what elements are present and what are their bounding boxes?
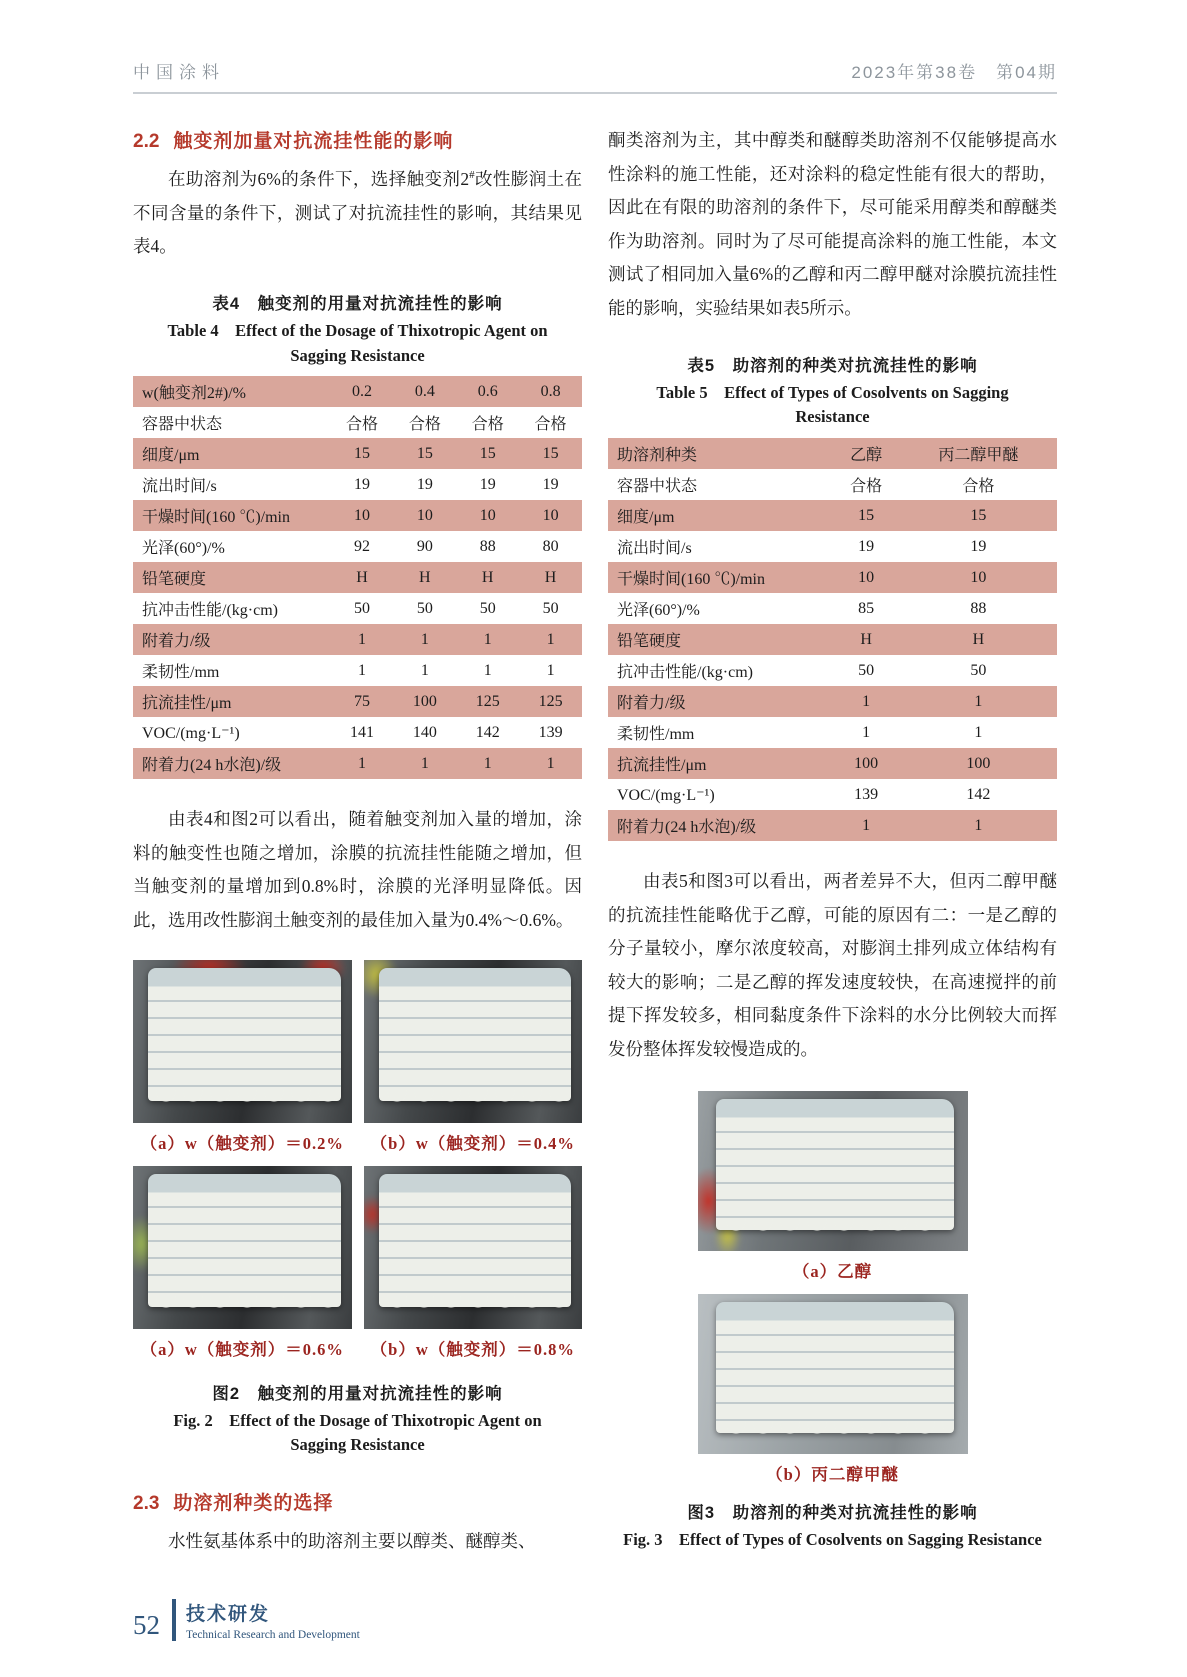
cell-value: 50 (479, 599, 496, 617)
cell-value: 19 (416, 475, 433, 493)
table4 (133, 376, 582, 779)
page-header (133, 58, 1057, 94)
table-row (133, 655, 582, 686)
row-label: VOC/(mg·L⁻¹) (617, 786, 715, 804)
cell-value: 1 (546, 754, 555, 772)
subfigure-caption: （b）w（触变剂）＝0.4% (370, 1133, 575, 1153)
cell-value: 90 (416, 537, 433, 555)
cell-value: 19 (970, 537, 987, 555)
cell-value: 0.4 (414, 382, 435, 400)
cell-value: 50 (542, 599, 559, 617)
row-label: 光泽(60°)/% (142, 540, 225, 558)
table-row (608, 655, 1057, 686)
paint-drips (154, 1090, 335, 1112)
figure3-caption (608, 1499, 1057, 1553)
cell-value: 139 (538, 723, 563, 741)
row-label: 附着力/级 (142, 633, 211, 651)
cell-value: 10 (416, 506, 433, 524)
cell-value: 15 (970, 506, 987, 524)
cell-value: 141 (349, 723, 374, 741)
figure3 (608, 1091, 1057, 1553)
table-row (133, 717, 582, 748)
cell-value: 142 (475, 723, 500, 741)
cell-value: 140 (412, 723, 437, 741)
cell-value: 10 (542, 506, 559, 524)
paint-drips (724, 1219, 947, 1241)
figure2-photo-grid (133, 960, 582, 1372)
cell-value: H (544, 568, 557, 586)
table-row (133, 469, 582, 500)
figure2-cell (133, 960, 352, 1154)
table5-caption-cn: 表5 助溶剂的种类对抗流挂性的影响 (687, 356, 978, 375)
row-label: 干燥时间(160 ℃)/min (617, 571, 765, 589)
paragraph (133, 163, 582, 264)
row-label: 柔韧性/mm (142, 664, 220, 682)
cell-value: 19 (353, 475, 370, 493)
cell-value: 50 (970, 661, 987, 679)
cell-value: 19 (479, 475, 496, 493)
subfigure-caption: （b）丙二醇甲醚 (766, 1464, 899, 1484)
paragraph-text: 改性膨润土在不同含量的条件下，测试了对抗流挂性的影响，其结果见表4。 (133, 169, 583, 257)
cell-value: 丙二醇甲醚 (938, 447, 1019, 465)
table-row (133, 500, 582, 531)
table-row (608, 779, 1057, 810)
table-row (608, 500, 1057, 531)
cell-value: 100 (966, 754, 991, 772)
cosolvent-test-photo-pgme (698, 1294, 968, 1454)
cell-value: 15 (858, 506, 875, 524)
table5-caption (608, 352, 1057, 431)
row-label: 铅笔硬度 (617, 633, 682, 651)
row-label: 细度/μm (617, 509, 675, 527)
cell-value: 1 (420, 754, 429, 772)
cell-value: 100 (412, 692, 437, 710)
row-label: 容器中状态 (617, 478, 698, 496)
table-row (608, 748, 1057, 779)
row-label: 干燥时间(160 ℃)/min (142, 509, 290, 527)
section-heading-2-2 (133, 126, 582, 153)
row-label: VOC/(mg·L⁻¹) (142, 724, 240, 742)
sagging-test-photo-0.4 (364, 960, 583, 1123)
table4-caption (133, 290, 582, 369)
table-row (608, 717, 1057, 748)
cell-value: 合格 (850, 478, 883, 496)
section-heading-2-3 (133, 1488, 582, 1515)
table-row (608, 624, 1057, 655)
cell-value: 92 (353, 537, 370, 555)
paragraph: 水性氨基体系中的助溶剂主要以醇类、醚醇类、 (168, 1531, 536, 1552)
row-label: w(触变剂2#)/% (142, 385, 246, 403)
cell-value: 1 (357, 630, 366, 648)
cell-value: 合格 (471, 416, 504, 434)
figure2-caption-en: Fig. 2 Effect of the Dosage of Thixotropic Agent on Sagging Resistance (173, 1410, 542, 1455)
page-number: 52 (133, 1609, 160, 1640)
table-row (133, 593, 582, 624)
figure2-cell (364, 960, 583, 1154)
row-label: 附着力/级 (617, 695, 686, 713)
cell-value: 88 (970, 599, 987, 617)
figure2-caption (133, 1380, 582, 1459)
cell-value: 19 (858, 537, 875, 555)
cell-value: 85 (858, 599, 875, 617)
subfigure-caption: （a）w（触变剂）＝0.2% (140, 1133, 344, 1153)
cell-value: 1 (546, 661, 555, 679)
cell-value: 80 (542, 537, 559, 555)
cell-value: 合格 (534, 416, 567, 434)
section-number: 2.2 (133, 131, 160, 152)
two-column-body (133, 124, 1057, 1559)
row-label: 抗流挂性/μm (142, 695, 232, 713)
footer-section-block (172, 1599, 360, 1641)
cosolvent-test-photo-ethanol (698, 1091, 968, 1251)
table4-caption-cn: 表4 触变剂的用量对抗流挂性的影响 (212, 294, 503, 313)
cell-value: 0.2 (351, 382, 372, 400)
cell-value: 15 (542, 444, 559, 462)
figure2-cell (364, 1166, 583, 1360)
row-label: 铅笔硬度 (142, 571, 207, 589)
cell-value: 125 (475, 692, 500, 710)
issue-info: 2023年第38卷 第04期 (851, 63, 1057, 82)
cell-value: 139 (854, 785, 879, 803)
table-row (133, 407, 582, 438)
cell-value: 15 (416, 444, 433, 462)
row-label: 容器中状态 (142, 416, 223, 434)
cell-value: 合格 (962, 478, 995, 496)
paragraph: 酮类溶剂为主，其中醇类和醚醇类助溶剂不仅能够提高水性涂料的施工性能，还对涂料的稳定性能有很大的帮助，因此在有限的助溶剂的条件下，尽可能采用醇类和醇醚类作为助溶剂。同时为了尽可能提高涂料的施工性能，本文测试了相同加入量6%的乙醇和丙二醇甲醚对涂膜抗流挂性能的影响，实验结果如表5所示。 (608, 130, 1057, 318)
painted-panel (716, 1302, 954, 1433)
cell-value: 乙醇 (850, 447, 883, 465)
cell-value: 142 (966, 785, 991, 803)
cell-value: 1 (420, 630, 429, 648)
cell-value: 50 (416, 599, 433, 617)
journal-title: 中国涂料 (133, 63, 225, 82)
row-label: 助溶剂种类 (617, 447, 698, 465)
cell-value: H (481, 568, 494, 586)
painted-panel (379, 1174, 571, 1308)
paint-drips (385, 1090, 566, 1112)
figure2-caption-cn: 图2 触变剂的用量对抗流挂性的影响 (212, 1384, 503, 1403)
table-row (133, 748, 582, 779)
cell-value: 合格 (408, 416, 441, 434)
cell-value: 1 (483, 630, 492, 648)
cell-value: 0.8 (540, 382, 561, 400)
cell-value: 100 (854, 754, 879, 772)
cell-value: 10 (479, 506, 496, 524)
cell-value: 15 (353, 444, 370, 462)
paint-drips (154, 1296, 335, 1318)
cell-value: 合格 (345, 416, 378, 434)
cell-value: 0.6 (477, 382, 498, 400)
subfigure-caption: （a）乙醇 (792, 1261, 873, 1281)
subfigure-caption: （b）w（触变剂）＝0.8% (370, 1339, 575, 1359)
row-label: 附着力(24 h水泡)/级 (142, 757, 282, 775)
cell-value: 1 (357, 661, 366, 679)
cell-value: 1 (862, 692, 871, 710)
cell-value: 1 (420, 661, 429, 679)
sagging-test-photo-0.2 (133, 960, 352, 1123)
table-row (133, 686, 582, 717)
table4-caption-en: Table 4 Effect of the Dosage of Thixotropic Agent on Sagging Resistance (167, 320, 548, 365)
sagging-test-photo-0.6 (133, 1166, 352, 1329)
cell-value: 10 (353, 506, 370, 524)
cell-value: H (419, 568, 431, 586)
table-row (608, 593, 1057, 624)
table-row (133, 562, 582, 593)
paragraph-text: 在助溶剂为6%的条件下，选择触变剂2 (168, 169, 470, 189)
cell-value: 1 (974, 816, 983, 834)
table-row (608, 686, 1057, 717)
table5-caption-en: Table 5 Effect of Types of Cosolvents on Sagging Resistance (656, 382, 1009, 427)
table-row (608, 562, 1057, 593)
paint-drips (385, 1296, 566, 1318)
section-title: 助溶剂种类的选择 (173, 1493, 334, 1515)
cell-value: 50 (858, 661, 875, 679)
row-label: 抗冲击性能/(kg·cm) (617, 664, 753, 682)
section-number: 2.3 (133, 1493, 160, 1515)
cell-value: 1 (483, 661, 492, 679)
cell-value: 1 (546, 630, 555, 648)
paragraph: 由表5和图3可以看出，两者差异不大，但丙二醇甲醚的抗流挂性能略优于乙醇，可能的原因有二：一是乙醇的分子量较小，摩尔浓度较高，对膨润土排列成立体结构有较大的影响；二是乙醇的挥发速度较快，在高速搅拌的前提下挥发较多，相同黏度条件下涂料的水分比例较大而挥发份整体挥发较慢造成的。 (608, 871, 1057, 1060)
footer-section-en: Technical Research and Development (186, 1628, 360, 1641)
cell-value: 1 (862, 816, 871, 834)
subfigure-caption: （a）w（触变剂）＝0.6% (140, 1339, 344, 1359)
cell-value: 1 (357, 754, 366, 772)
figure3-caption-cn: 图3 助溶剂的种类对抗流挂性的影响 (687, 1503, 978, 1522)
paragraph: 由表4和图2可以看出，随着触变剂加入量的增加，涂料的触变性也随之增加，涂膜的抗流挂性能随之增加，但当触变剂的量增加到0.8%时，涂膜的光泽明显降低。因此，选用改性膨润土触变剂的最佳加入量为0.4%～0.6%。 (133, 809, 582, 931)
painted-panel (148, 1174, 340, 1308)
table-row (608, 531, 1057, 562)
table-row (608, 438, 1057, 469)
cell-value: 10 (970, 568, 987, 586)
row-label: 细度/μm (142, 447, 200, 465)
table5 (608, 438, 1057, 841)
cell-value: H (860, 630, 872, 648)
cell-value: H (356, 568, 368, 586)
sagging-test-photo-0.8 (364, 1166, 583, 1329)
cell-value: 1 (483, 754, 492, 772)
cell-value: H (972, 630, 985, 648)
cell-value: 75 (353, 692, 370, 710)
cell-value: 88 (479, 537, 496, 555)
row-label: 抗流挂性/μm (617, 757, 707, 775)
table-row (608, 810, 1057, 841)
figure2-cell (133, 1166, 352, 1360)
row-label: 附着力(24 h水泡)/级 (617, 819, 757, 837)
cell-value: 15 (479, 444, 496, 462)
cell-value: 125 (538, 692, 563, 710)
section-title: 触变剂加量对抗流挂性能的影响 (173, 131, 454, 152)
cell-value: 50 (353, 599, 370, 617)
table-row (133, 438, 582, 469)
table-row (608, 469, 1057, 500)
right-column (608, 124, 1057, 1559)
left-column (133, 124, 582, 1559)
row-label: 抗冲击性能/(kg·cm) (142, 602, 278, 620)
cell-value: 19 (542, 475, 559, 493)
painted-panel (148, 968, 340, 1102)
painted-panel (379, 968, 571, 1102)
cell-value: 1 (974, 692, 983, 710)
row-label: 流出时间/s (142, 478, 217, 496)
row-label: 流出时间/s (617, 540, 692, 558)
row-label: 光泽(60°)/% (617, 602, 700, 620)
row-label: 柔韧性/mm (617, 726, 695, 744)
table-row (133, 376, 582, 407)
paint-drips (724, 1422, 947, 1444)
footer-section-cn: 技术研发 (186, 1603, 271, 1625)
cell-value: 1 (974, 723, 983, 741)
painted-panel (716, 1099, 954, 1230)
figure3-caption-en: Fig. 3 Effect of Types of Cosolvents on Sagging Resistance (623, 1529, 1042, 1549)
cell-value: 1 (862, 723, 871, 741)
superscript: # (469, 169, 475, 182)
cell-value: 10 (858, 568, 875, 586)
table-row (133, 624, 582, 655)
table-row (133, 531, 582, 562)
